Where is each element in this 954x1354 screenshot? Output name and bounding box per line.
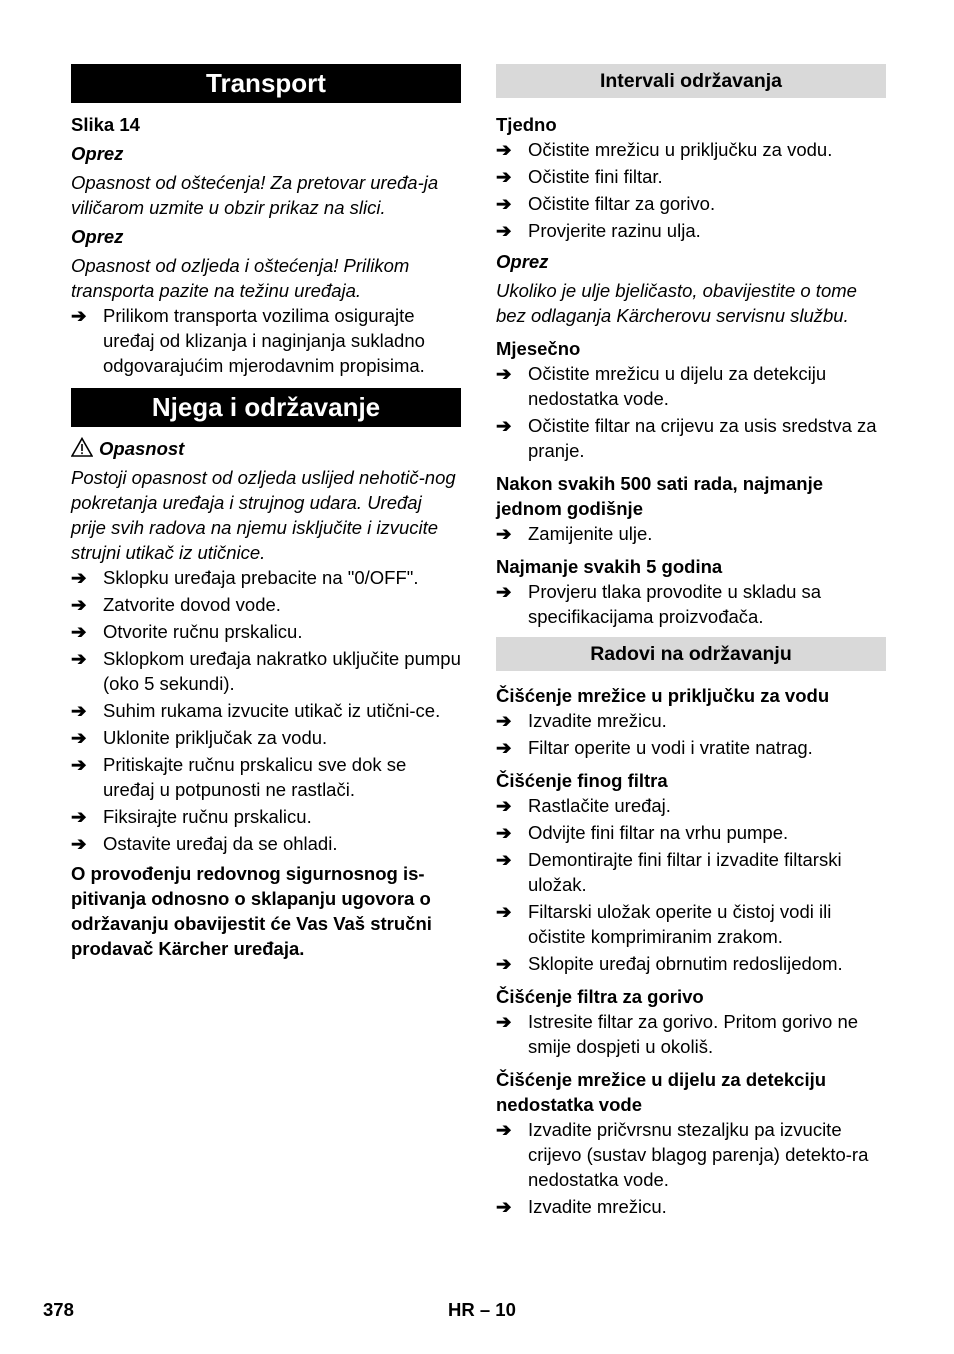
arrow-right-icon: ➔ <box>496 523 512 544</box>
section-title-care: Njega i održavanje <box>71 388 461 427</box>
arrow-right-icon: ➔ <box>496 363 512 384</box>
caution-label: Oprez <box>71 226 124 247</box>
list-item: ➔ Sklopite uređaj obrnutim redoslijedom. <box>496 953 843 974</box>
section-title-maintenance-works: Radovi na održavanju <box>496 637 886 671</box>
caution-text: Opasnost od oštećenja! Za pretovar uređa-ja viličarom uzmite u obzir prikaz na slici. <box>71 172 439 218</box>
arrow-right-icon: ➔ <box>496 795 512 816</box>
list-item: ➔ Zamijenite ulje. <box>496 523 653 544</box>
danger-heading: Opasnost <box>71 436 461 461</box>
arrow-right-icon: ➔ <box>496 1196 512 1217</box>
list-item: ➔ Sklopkom uređaja nakratko uključite pumpu (oko 5 sekundi). <box>71 648 461 694</box>
subheading-fuel-filter: Čišćenje filtra za gorivo <box>496 986 704 1007</box>
list-item: ➔ Odvijte fini filtar na vrhu pumpe. <box>496 822 789 843</box>
arrow-right-icon: ➔ <box>496 220 512 241</box>
list-item: ➔ Uklonite priključak za vodu. <box>71 727 328 748</box>
caution-text: Opasnost od ozljeda i oštećenja! Prilikom transporta pazite na težinu uređaja. <box>71 255 410 301</box>
section-title-intervals: Intervali održavanja <box>496 64 886 98</box>
list-item: ➔ Provjerite razinu ulja. <box>496 220 701 241</box>
warning-triangle-icon <box>71 437 93 457</box>
subheading-water-strainer: Čišćenje mrežice u priključku za vodu <box>496 685 830 706</box>
list-item: ➔ Izvadite pričvrsnu stezaljku pa izvucite crijevo (sustav blagog parenja) detekto-ra nedostatka vode. <box>496 1119 869 1190</box>
left-column <box>71 64 461 961</box>
list-item: ➔ Očistite mrežicu u priključku za vodu. <box>496 139 833 160</box>
arrow-right-icon: ➔ <box>496 901 512 922</box>
list-item: ➔ Filtarski uložak operite u čistoj vodi ili očistite komprimiranim zrakom. <box>496 901 832 947</box>
arrow-right-icon: ➔ <box>71 594 87 615</box>
list-item: ➔ Očistite mrežicu u dijelu za detekciju nedostatka vode. <box>496 363 827 409</box>
arrow-right-icon: ➔ <box>71 754 87 775</box>
list-item: ➔ Provjeru tlaka provodite u skladu sa specifikacijama proizvođača. <box>496 581 822 627</box>
caution-label: Oprez <box>71 143 124 164</box>
page-code: HR – 10 <box>448 1299 516 1320</box>
list-item: ➔ Suhim rukama izvucite utikač iz utični-ce. <box>71 700 441 721</box>
arrow-right-icon: ➔ <box>496 1119 512 1140</box>
arrow-right-icon: ➔ <box>71 648 87 669</box>
arrow-right-icon: ➔ <box>496 581 512 602</box>
subheading-weekly: Tjedno <box>496 114 557 135</box>
figure-reference: Slika 14 <box>71 114 140 135</box>
caution-label: Oprez <box>496 251 549 272</box>
caution-text: Ukoliko je ulje bjeličasto, obavijestite o tome bez odlaganja Kärcherovu servisnu službu. <box>496 280 857 326</box>
arrow-right-icon: ➔ <box>71 305 87 326</box>
list-item: ➔ Očistite filtar na crijevu za usis sredstva za pranje. <box>496 415 877 461</box>
list-item: ➔ Otvorite ručnu prskalicu. <box>71 621 303 642</box>
list-item: ➔ Filtar operite u vodi i vratite natrag. <box>496 737 813 758</box>
list-item: ➔ Prilikom transporta vozilima osigurajte uređaj od klizanja i naginjanja sukladno odgovarajućim mjerodavnim propisima. <box>71 305 425 376</box>
arrow-right-icon: ➔ <box>496 415 512 436</box>
list-item: ➔ Očistite filtar za gorivo. <box>496 193 716 214</box>
arrow-right-icon: ➔ <box>496 193 512 214</box>
list-item: ➔ Sklopku uređaja prebacite na "0/OFF". <box>71 567 419 588</box>
arrow-right-icon: ➔ <box>496 139 512 160</box>
list-item: ➔ Očistite fini filtar. <box>496 166 663 187</box>
list-item: ➔ Pritiskajte ručnu prskalicu sve dok se uređaj u potpunosti ne rastlači. <box>71 754 407 800</box>
right-column <box>496 64 886 1221</box>
page-number: 378 <box>43 1299 74 1320</box>
arrow-right-icon: ➔ <box>496 737 512 758</box>
subheading-water-shortage-strainer: Čišćenje mrežice u dijelu za detekciju nedostatka vode <box>496 1069 827 1115</box>
arrow-right-icon: ➔ <box>71 806 87 827</box>
list-item: ➔ Fiksirajte ručnu prskalicu. <box>71 806 312 827</box>
danger-text: Postoji opasnost od ozljeda uslijed nehotič-nog pokretanja uređaja i strujnog udara. Uređaj prije svih radova na njemu isključite i izvucite strujni utikač iz utičnice. <box>71 467 456 563</box>
service-note: O provođenju redovnog sigurnosnog is-pitivanja odnosno o sklapanju ugovora o održavanju obavijestit će Vas Vaš stručni prodavač Kärcher uređaja. <box>71 863 432 959</box>
arrow-right-icon: ➔ <box>496 849 512 870</box>
arrow-right-icon: ➔ <box>71 727 87 748</box>
subheading-monthly: Mjesečno <box>496 338 581 359</box>
list-item: ➔ Demontirajte fini filtar i izvadite filtarski uložak. <box>496 849 842 895</box>
list-item: ➔ Rastlačite uređaj. <box>496 795 671 816</box>
arrow-right-icon: ➔ <box>71 700 87 721</box>
arrow-right-icon: ➔ <box>496 1011 512 1032</box>
list-item: ➔ Ostavite uređaj da se ohladi. <box>71 833 338 854</box>
list-item: ➔ Istresite filtar za gorivo. Pritom gorivo ne smije dospjeti u okoliš. <box>496 1011 859 1057</box>
arrow-right-icon: ➔ <box>496 710 512 731</box>
subheading-5-years: Najmanje svakih 5 godina <box>496 556 723 577</box>
arrow-right-icon: ➔ <box>71 567 87 588</box>
arrow-right-icon: ➔ <box>71 833 87 854</box>
list-item: ➔ Izvadite mrežicu. <box>496 710 667 731</box>
list-item: ➔ Zatvorite dovod vode. <box>71 594 281 615</box>
arrow-right-icon: ➔ <box>496 822 512 843</box>
list-item: ➔ Izvadite mrežicu. <box>496 1196 667 1217</box>
subheading-fine-filter: Čišćenje finog filtra <box>496 770 668 791</box>
section-title-transport: Transport <box>71 64 461 103</box>
arrow-right-icon: ➔ <box>496 166 512 187</box>
arrow-right-icon: ➔ <box>496 953 512 974</box>
arrow-right-icon: ➔ <box>71 621 87 642</box>
subheading-500-hours: Nakon svakih 500 sati rada, najmanje jednom godišnje <box>496 473 823 519</box>
